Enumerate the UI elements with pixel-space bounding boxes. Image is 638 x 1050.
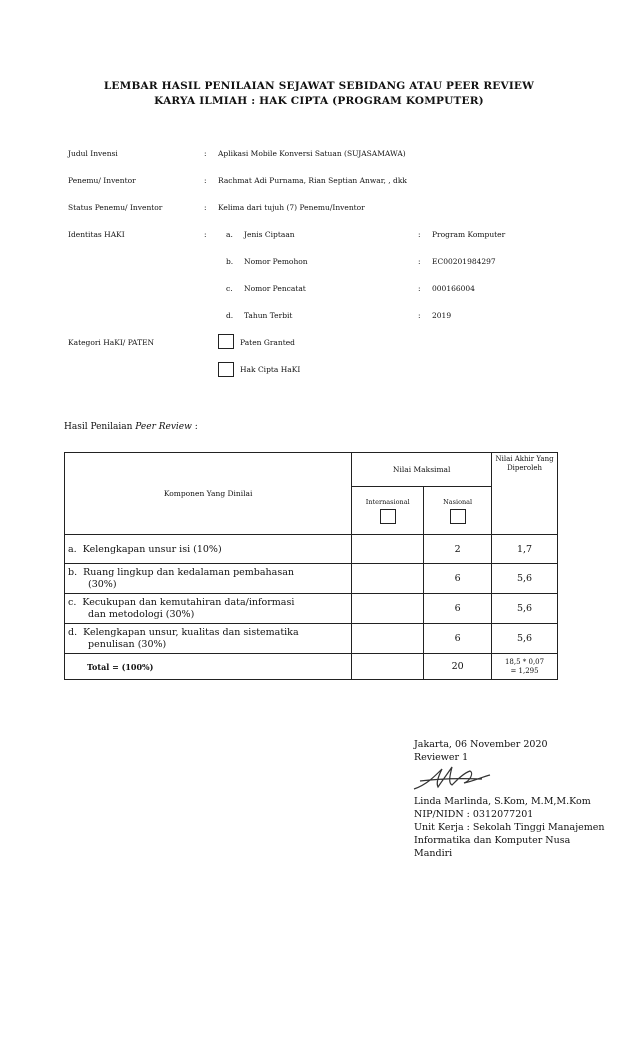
colon: : (204, 203, 207, 212)
total-label: Total = (100%) (65, 654, 352, 680)
signature-nip: NIP/NIDN : 0312077201 (414, 809, 534, 820)
total-internasional-cell (352, 654, 424, 680)
judul-value: Aplikasi Mobile Konversi Satuan (SUJASAMAWA) (218, 149, 406, 158)
identitas-item-value: 2019 (432, 311, 452, 320)
colon: : (418, 284, 421, 293)
row-label: Ruang lingkup dan kedalaman pembahasan (83, 566, 294, 578)
signature-unit-line1: Unit Kerja : Sekolah Tinggi Manajemen (414, 822, 605, 833)
internasional-checkbox[interactable] (380, 509, 396, 524)
nasional-cell: 6 (424, 594, 492, 624)
colon: : (204, 176, 207, 185)
identitas-item-value: 000166004 (432, 284, 475, 293)
identitas-item-label: Jenis Ciptaan (244, 230, 295, 239)
identitas-item-label: Nomor Pencatat (244, 284, 306, 293)
signature-place-date: Jakarta, 06 November 2020 (414, 739, 548, 750)
table-row (65, 535, 558, 564)
total-row (65, 654, 558, 680)
colon: : (418, 257, 421, 266)
nasional-cell: 2 (424, 535, 492, 564)
review-heading-prefix: Hasil Penilaian (64, 422, 133, 432)
row-label-cont: penulisan (30%) (88, 638, 167, 650)
signature-role: Reviewer 1 (414, 752, 469, 763)
signature-name: Linda Marlinda, S.Kom, M.M,M.Kom (414, 796, 591, 807)
paten-granted-checkbox[interactable] (218, 334, 234, 349)
colon: : (418, 230, 421, 239)
nilai-cell: 5,6 (492, 624, 558, 654)
row-letter: c. (68, 596, 77, 608)
identitas-letter: d. (226, 311, 234, 320)
signature-unit-line3: Mandiri (414, 848, 453, 859)
row-label: Kelengkapan unsur isi (10%) (82, 543, 222, 555)
identitas-letter: b. (226, 257, 234, 266)
komponen-cell (65, 535, 352, 564)
paten-granted-label: Paten Granted (240, 338, 295, 347)
komponen-header: Komponen Yang Dinilai (65, 453, 352, 535)
review-heading (64, 422, 198, 432)
status-label: Status Penemu/ Inventor (68, 203, 163, 212)
kategori-label: Kategori HaKI/ PATEN (68, 338, 155, 347)
colon: : (418, 311, 421, 320)
penemu-label: Penemu/ Inventor (68, 176, 136, 185)
penemu-value: Rachmat Adi Purnama, Rian Septian Anwar, , dkk (218, 176, 407, 185)
nilai-maksimal-header: Nilai Maksimal (352, 453, 492, 487)
komponen-cell (65, 564, 352, 594)
total-nasional: 20 (424, 654, 492, 680)
identitas-item-label: Nomor Pemohon (244, 257, 308, 266)
review-heading-suffix: : (194, 422, 198, 432)
internasional-label: Internasional (365, 497, 410, 506)
nilai-cell: 5,6 (492, 564, 558, 594)
nasional-cell: 6 (424, 564, 492, 594)
internasional-cell (352, 594, 424, 624)
document-title-line1: LEMBAR HASIL PENILAIAN SEJAWAT SEBIDANG ATAU PEER REVIEW (103, 80, 535, 92)
komponen-cell (65, 594, 352, 624)
nasional-cell: 6 (424, 624, 492, 654)
identitas-item-value: Program Komputer (432, 230, 506, 239)
nasional-header (424, 487, 492, 535)
identitas-letter: a. (226, 230, 233, 239)
colon: : (204, 230, 207, 239)
hak-cipta-label: Hak Cipta HaKI (240, 365, 301, 374)
row-letter: d. (68, 626, 78, 638)
identitas-item-value: EC00201984297 (432, 257, 496, 266)
colon: : (204, 149, 207, 158)
total-nilai-line2: = 1,295 (510, 666, 539, 675)
nasional-checkbox[interactable] (450, 509, 466, 524)
komponen-cell (65, 624, 352, 654)
judul-label: Judul Invensi (68, 149, 118, 158)
signature-unit-line2: Informatika dan Komputer Nusa (414, 835, 571, 846)
internasional-cell (352, 535, 424, 564)
status-value: Kelima dari tujuh (7) Penemu/Inventor (218, 203, 365, 212)
internasional-cell (352, 624, 424, 654)
signature-stroke (414, 767, 490, 789)
nilai-akhir-header: Nilai Akhir Yang Diperoleh (492, 453, 558, 535)
identitas-label: Identitas HAKI (68, 230, 125, 239)
row-letter: b. (68, 566, 78, 578)
table-row (65, 594, 558, 624)
row-label: Kelengkapan unsur, kualitas dan sistematika (83, 626, 299, 638)
nilai-cell: 1,7 (492, 535, 558, 564)
internasional-cell (352, 564, 424, 594)
row-label-cont: (30%) (88, 578, 117, 590)
identitas-letter: c. (226, 284, 233, 293)
total-nilai (492, 654, 558, 680)
total-nilai-line1: 18,5 * 0,07 (504, 657, 545, 666)
document-title-line2: KARYA ILMIAH : HAK CIPTA (PROGRAM KOMPUTER) (154, 95, 484, 107)
hak-cipta-checkbox[interactable] (218, 362, 234, 377)
review-table (64, 452, 558, 680)
nilai-cell: 5,6 (492, 594, 558, 624)
row-label-cont: dan metodologi (30%) (88, 608, 195, 620)
nasional-label: Nasional (443, 497, 473, 506)
table-row (65, 624, 558, 654)
identitas-item-label: Tahun Terbit (244, 311, 293, 320)
internasional-header (352, 487, 424, 535)
table-row (65, 564, 558, 594)
review-heading-italic: Peer Review (135, 422, 192, 432)
row-letter: a. (68, 543, 77, 555)
handwritten-signature (412, 763, 496, 793)
row-label: Kecukupan dan kemutahiran data/informasi (82, 596, 295, 608)
